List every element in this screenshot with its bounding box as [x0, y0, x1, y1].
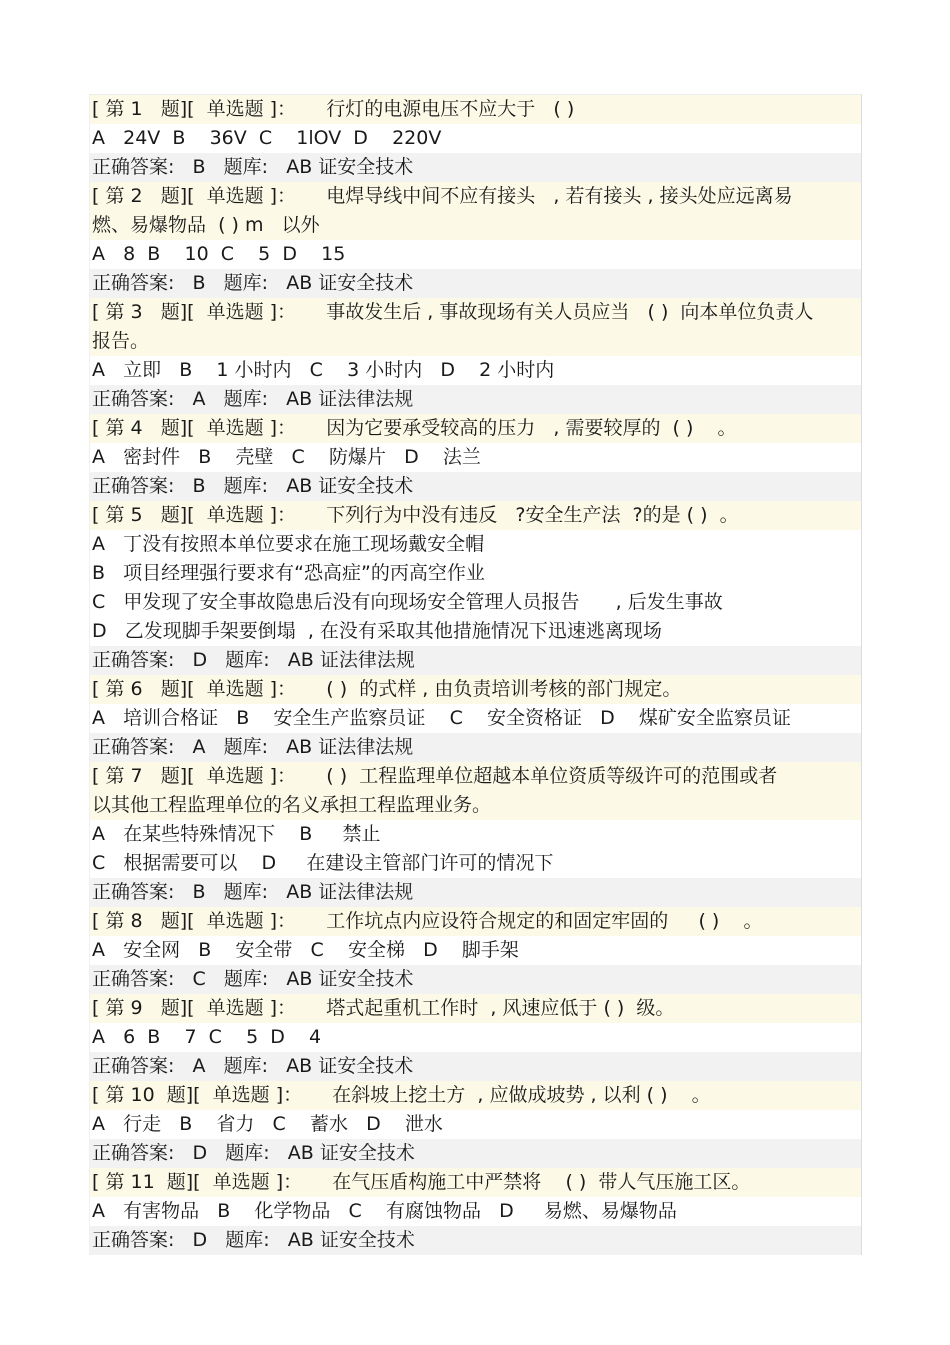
question-6-answer: 正确答案: A 题库: AB 证法律法规 [90, 733, 861, 762]
question-5-option-a: A 丁没有按照本单位要求在施工现场戴安全帽 [90, 530, 861, 559]
question-4-answer: 正确答案: B 题库: AB 证安全技术 [90, 472, 861, 501]
question-2-options: A 8 B 10 C 5 D 15 [90, 240, 861, 269]
question-8-stem: [ 第 8 题][ 单选题 ]： 工作坑点内应设符合规定的和固定牢固的 ( ) 。 [90, 907, 861, 936]
question-9-stem: [ 第 9 题][ 单选题 ]： 塔式起重机工作时 , 风速应低于 ( ) 级。 [90, 994, 861, 1023]
question-5-option-b: B 项目经理强行要求有“恐高症”的丙高空作业 [90, 559, 861, 588]
question-5-option-d: D 乙发现脚手架要倒塌 , 在没有采取其他措施情况下迅速逃离现场 [90, 617, 861, 646]
question-3-answer: 正确答案: A 题库: AB 证法律法规 [90, 385, 861, 414]
question-10-options: A 行走 B 省力 C 蓄水 D 泄水 [90, 1110, 861, 1139]
question-6-stem: [ 第 6 题][ 单选题 ]： ( ) 的式样 , 由负责培训考核的部门规定。 [90, 675, 861, 704]
question-sheet [89, 94, 862, 1255]
question-10-stem: [ 第 10 题][ 单选题 ]： 在斜坡上挖土方 , 应做成坡势 , 以利 ( ) 。 [90, 1081, 861, 1110]
question-11-options: A 有害物品 B 化学物品 C 有腐蚀物品 D 易燃、易爆物品 [90, 1197, 861, 1226]
question-6-options: A 培训合格证 B 安全生产监察员证 C 安全资格证 D 煤矿安全监察员证 [90, 704, 861, 733]
question-4-stem: [ 第 4 题][ 单选题 ]： 因为它要承受较高的压力 , 需要较厚的 ( ) 。 [90, 414, 861, 443]
question-10-answer: 正确答案: D 题库: AB 证安全技术 [90, 1139, 861, 1168]
question-7-stem: [ 第 7 题][ 单选题 ]： ( ) 工程监理单位超越本单位资质等级许可的范围或者 以其他工程监理单位的名义承担工程监理业务。 [90, 762, 861, 820]
question-7-options-cd: C 根据需要可以 D 在建设主管部门许可的情况下 [90, 849, 861, 878]
question-8-options: A 安全网 B 安全带 C 安全梯 D 脚手架 [90, 936, 861, 965]
question-9-answer: 正确答案: A 题库: AB 证安全技术 [90, 1052, 861, 1081]
question-3-stem: [ 第 3 题][ 单选题 ]： 事故发生后 , 事故现场有关人员应当 ( ) 向本单位负责人 报告。 [90, 298, 861, 356]
question-1-answer: 正确答案: B 题库: AB 证安全技术 [90, 153, 861, 182]
question-9-options: A 6 B 7 C 5 D 4 [90, 1023, 861, 1052]
question-5-answer: 正确答案: D 题库: AB 证法律法规 [90, 646, 861, 675]
question-7-answer: 正确答案: B 题库: AB 证法律法规 [90, 878, 861, 907]
question-11-answer: 正确答案: D 题库: AB 证安全技术 [90, 1226, 861, 1255]
question-3-options: A 立即 B 1 小时内 C 3 小时内 D 2 小时内 [90, 356, 861, 385]
question-11-stem: [ 第 11 题][ 单选题 ]： 在气压盾构施工中严禁将 ( ) 带人气压施工区。 [90, 1168, 861, 1197]
question-2-answer: 正确答案: B 题库: AB 证安全技术 [90, 269, 861, 298]
question-8-answer: 正确答案: C 题库: AB 证安全技术 [90, 965, 861, 994]
question-7-options-ab: A 在某些特殊情况下 B 禁止 [90, 820, 861, 849]
question-4-options: A 密封件 B 壳壁 C 防爆片 D 法兰 [90, 443, 861, 472]
question-2-stem: [ 第 2 题][ 单选题 ]： 电焊导线中间不应有接头 , 若有接头 , 接头处应远离易 燃、易爆物品 ( ) m 以外 [90, 182, 861, 240]
question-5-stem: [ 第 5 题][ 单选题 ]： 下列行为中没有违反 ?安全生产法 ?的是 ( ) 。 [90, 501, 861, 530]
question-1-options: A 24V B 36V C 1lOV D 220V [90, 124, 861, 153]
question-5-option-c: C 甲发现了安全事故隐患后没有向现场安全管理人员报告 , 后发生事故 [90, 588, 861, 617]
question-1-stem: [ 第 1 题][ 单选题 ]： 行灯的电源电压不应大于 ( ) [90, 95, 861, 124]
